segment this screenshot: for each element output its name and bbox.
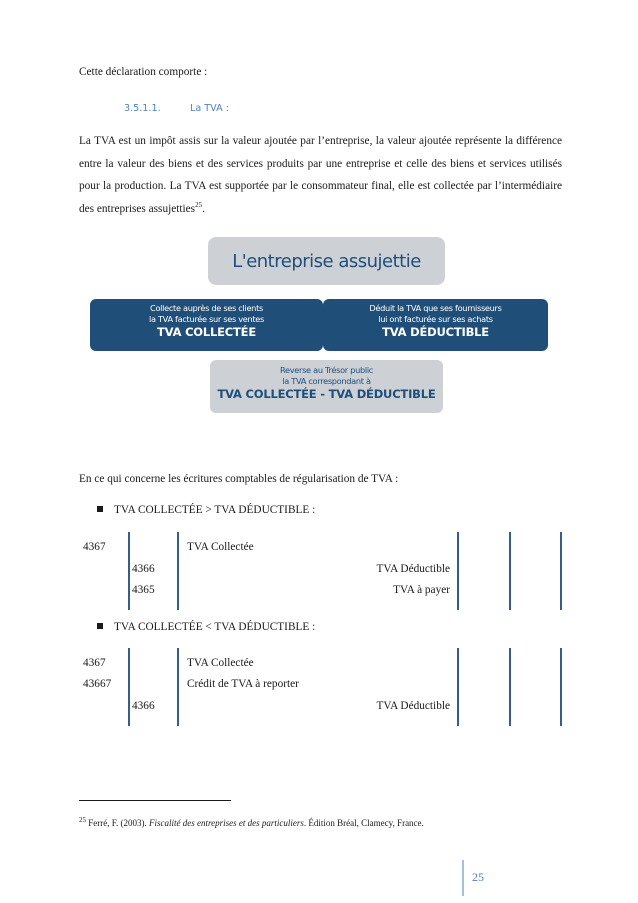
right-line2: lui ont facturée sur ses achats [378, 314, 493, 324]
diagram-title-box [208, 237, 445, 285]
footnote [79, 818, 424, 828]
page-number-box [462, 860, 504, 896]
case1-row1-debit: 4367 [83, 541, 106, 553]
table-rule [509, 532, 511, 610]
table-rule [177, 648, 179, 726]
case2-row2-debit: 43667 [83, 678, 112, 690]
subheading-number: 3.5.1.1. [124, 103, 161, 114]
paragraph-end: . [202, 203, 205, 216]
bottom-line1: Reverse au Trésor public [279, 365, 374, 375]
table-rule [128, 648, 130, 726]
case1-row2-credit: 4366 [132, 563, 155, 575]
table-rule [509, 648, 511, 726]
case1-condition-item [97, 504, 315, 516]
footnote-title: Fiscalité des entreprises et des particuliers [149, 818, 304, 828]
case2-condition-item [97, 621, 315, 633]
diagram-title: L'entreprise assujettie [232, 250, 421, 272]
diagram-left-box [90, 299, 323, 351]
right-line1: Déduit la TVA que ses fournisseurs [369, 303, 502, 313]
paragraph-text: La TVA est un impôt assis sur la valeur ajoutée par l’entreprise, la valeur ajoutée représente la différence entre la valeur des biens et des services produits par une entreprise et celle des biens et services utilisés pour la production. La TVA est supportée par le consommateur final, elle est collectée par l’intermédiaire des entreprises assujetties [79, 135, 562, 216]
case1-row2-label: TVA Déductible [376, 563, 450, 575]
table-rule [560, 648, 562, 726]
case1-row3-credit: 4365 [132, 584, 155, 596]
left-label: TVA COLLECTÉE [157, 325, 256, 339]
case2-condition: TVA COLLECTÉE < TVA DÉDUCTIBLE : [114, 621, 316, 633]
case2-row3-label: TVA Déductible [376, 700, 450, 712]
left-line1: Collecte auprès de ses clients [150, 303, 263, 313]
table-rule [457, 648, 459, 726]
case2-journal-table [79, 648, 562, 726]
footnote-author: Ferré, F. (2003). [88, 818, 147, 828]
page-number: 25 [472, 870, 484, 884]
table-rule [560, 532, 562, 610]
table-rule [457, 532, 459, 610]
left-line2: la TVA facturée sur ses ventes [148, 314, 265, 324]
footnote-ref: 25 [195, 201, 203, 210]
case2-row1-label: TVA Collectée [187, 657, 254, 669]
case2-row1-debit: 4367 [83, 657, 106, 669]
table-rule [128, 532, 130, 610]
bottom-line2: la TVA correspondant à [282, 376, 371, 386]
subheading-title: La TVA : [190, 103, 229, 114]
diagram-right-box [323, 299, 548, 351]
right-label: TVA DÉDUCTIBLE [382, 325, 489, 339]
intro-text: Cette déclaration comporte : [79, 66, 208, 78]
footnote-separator [79, 800, 231, 801]
square-bullet-icon [97, 623, 103, 629]
bottom-label: TVA COLLECTÉE - TVA DÉDUCTIBLE [217, 387, 436, 401]
case1-row3-label: TVA à payer [393, 584, 450, 596]
case1-condition: TVA COLLECTÉE > TVA DÉDUCTIBLE : [114, 504, 316, 516]
square-bullet-icon [97, 506, 103, 512]
footnote-number: 25 [79, 816, 86, 824]
tva-paragraph [79, 130, 562, 221]
diagram-bottom-box [210, 360, 443, 413]
footnote-rest: . Édition Bréal, Clamecy, France. [303, 818, 424, 828]
table-rule [177, 532, 179, 610]
case1-row1-label: TVA Collectée [187, 541, 254, 553]
case2-row3-credit: 4366 [132, 700, 155, 712]
case2-row2-label: Crédit de TVA à reporter [187, 678, 299, 690]
case1-journal-table [79, 532, 562, 610]
entries-intro: En ce qui concerne les écritures comptables de régularisation de TVA : [79, 473, 399, 485]
